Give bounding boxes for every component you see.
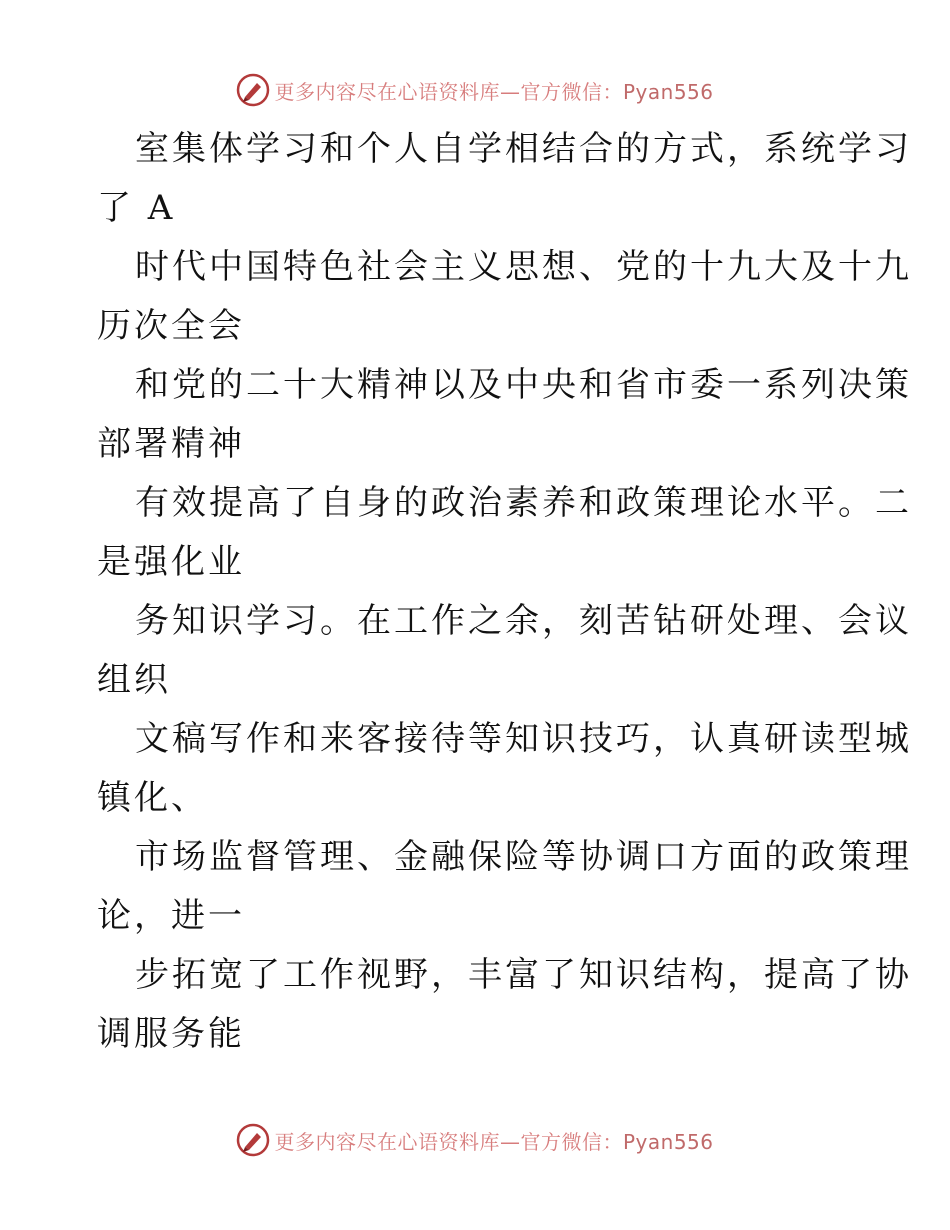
paragraph: 市场监督管理、金融保险等协调口方面的政策理 论，进一 — [97, 837, 912, 936]
header-watermark — [0, 70, 950, 110]
paragraph: 有效提高了自身的政治素养和政策理论水平。二 是强化业 — [97, 483, 912, 582]
banner-text: 更多内容尽在心语资料库—官方微信：Pyan556 — [274, 1129, 714, 1154]
paragraph: 文稿写作和来客接待等知识技巧，认真研读型城 镇化、 — [97, 719, 912, 818]
paragraph: 步拓宽了工作视野，丰富了知识结构，提高了协 调服务能 — [97, 955, 912, 1054]
footer-watermark — [0, 1120, 950, 1160]
pen-logo-icon — [236, 1123, 270, 1157]
pen-logo-icon — [236, 73, 270, 107]
paragraph: 务知识学习。在工作之余，刻苦钻研处理、会议 组织 — [97, 601, 912, 700]
paragraph: 和党的二十大精神以及中央和省市委一系列决策 部署精神 — [97, 365, 912, 464]
paragraph: 时代中国特色社会主义思想、党的十九大及十九 历次全会 — [97, 247, 912, 346]
paragraph: 室集体学习和个人自学相结合的方式，系统学习 了 A — [97, 129, 912, 228]
document-body — [97, 120, 912, 1064]
banner-text: 更多内容尽在心语资料库—官方微信：Pyan556 — [274, 79, 714, 104]
